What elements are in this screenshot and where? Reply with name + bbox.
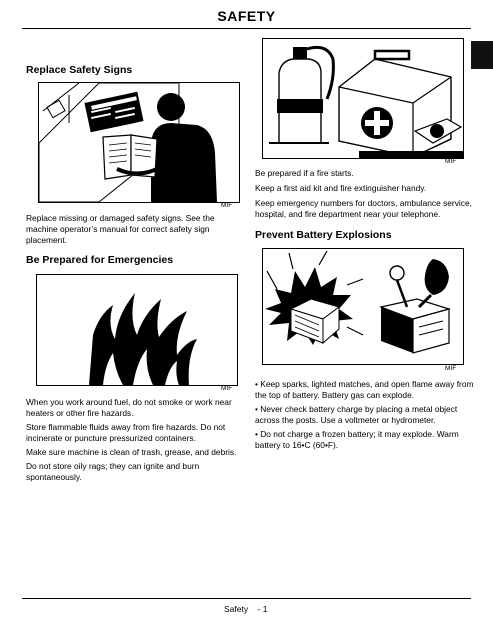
- emergency-para-3: Make sure machine is clean of trash, grease, and debris.: [26, 447, 237, 457]
- emergencies-heading: Be Prepared for Emergencies: [26, 254, 174, 266]
- page-title: SAFETY: [217, 8, 276, 24]
- figure-label: MIF: [221, 385, 233, 392]
- fire-illustration: [36, 274, 238, 386]
- header-rule: [22, 28, 471, 29]
- battery-para-3: • Do not charge a frozen battery; it may explode. Warm battery to 16•C (60•F).: [255, 429, 459, 450]
- figure-label: MIF: [445, 158, 457, 165]
- battery-explosion-icon: [263, 249, 463, 364]
- replace-safety-signs-heading: Replace Safety Signs: [26, 64, 133, 76]
- fire-para-2: Keep a first aid kit and fire extinguisher handy.: [255, 183, 427, 193]
- emergency-para-1: When you work around fuel, do not smoke or work near heaters or other fire hazards.: [26, 397, 232, 418]
- footer-rule: [22, 598, 471, 599]
- battery-explosion-illustration: [262, 248, 464, 365]
- page-footer: Safety - 1: [224, 604, 268, 614]
- battery-para-1: • Keep sparks, lighted matches, and open flame away from the top of battery. Battery gas can explode.: [255, 379, 474, 400]
- emergency-para-2: Store flammable fluids away from fire hazards. Do not incinerate or puncture pressurized containers.: [26, 422, 226, 443]
- safety-sign-illustration: [38, 82, 240, 203]
- fire-extinguisher-first-aid-illustration: [262, 38, 464, 159]
- battery-para-2: • Never check battery charge by placing a metal object across the posts. Use a voltmeter or hydrometer.: [255, 404, 458, 425]
- figure-label: MIF: [221, 202, 233, 209]
- flame-icon: [37, 275, 237, 385]
- section-tab-marker: [471, 41, 493, 69]
- replace-signs-text: Replace missing or damaged safety signs. See the machine operator’s manual for correct safety sign placement.: [26, 213, 215, 245]
- fire-para-3: Keep emergency numbers for doctors, ambulance service, hospital, and fire department near your telephone.: [255, 198, 472, 219]
- fire-para-1: Be prepared if a fire starts.: [255, 168, 354, 178]
- battery-heading: Prevent Battery Explosions: [255, 229, 392, 241]
- figure-label: MIF: [445, 365, 457, 372]
- fire-extinguisher-icon: [263, 39, 463, 158]
- emergency-para-4: Do not store oily rags; they can ignite and burn spontaneously.: [26, 461, 200, 482]
- person-reading-manual-icon: [39, 83, 239, 202]
